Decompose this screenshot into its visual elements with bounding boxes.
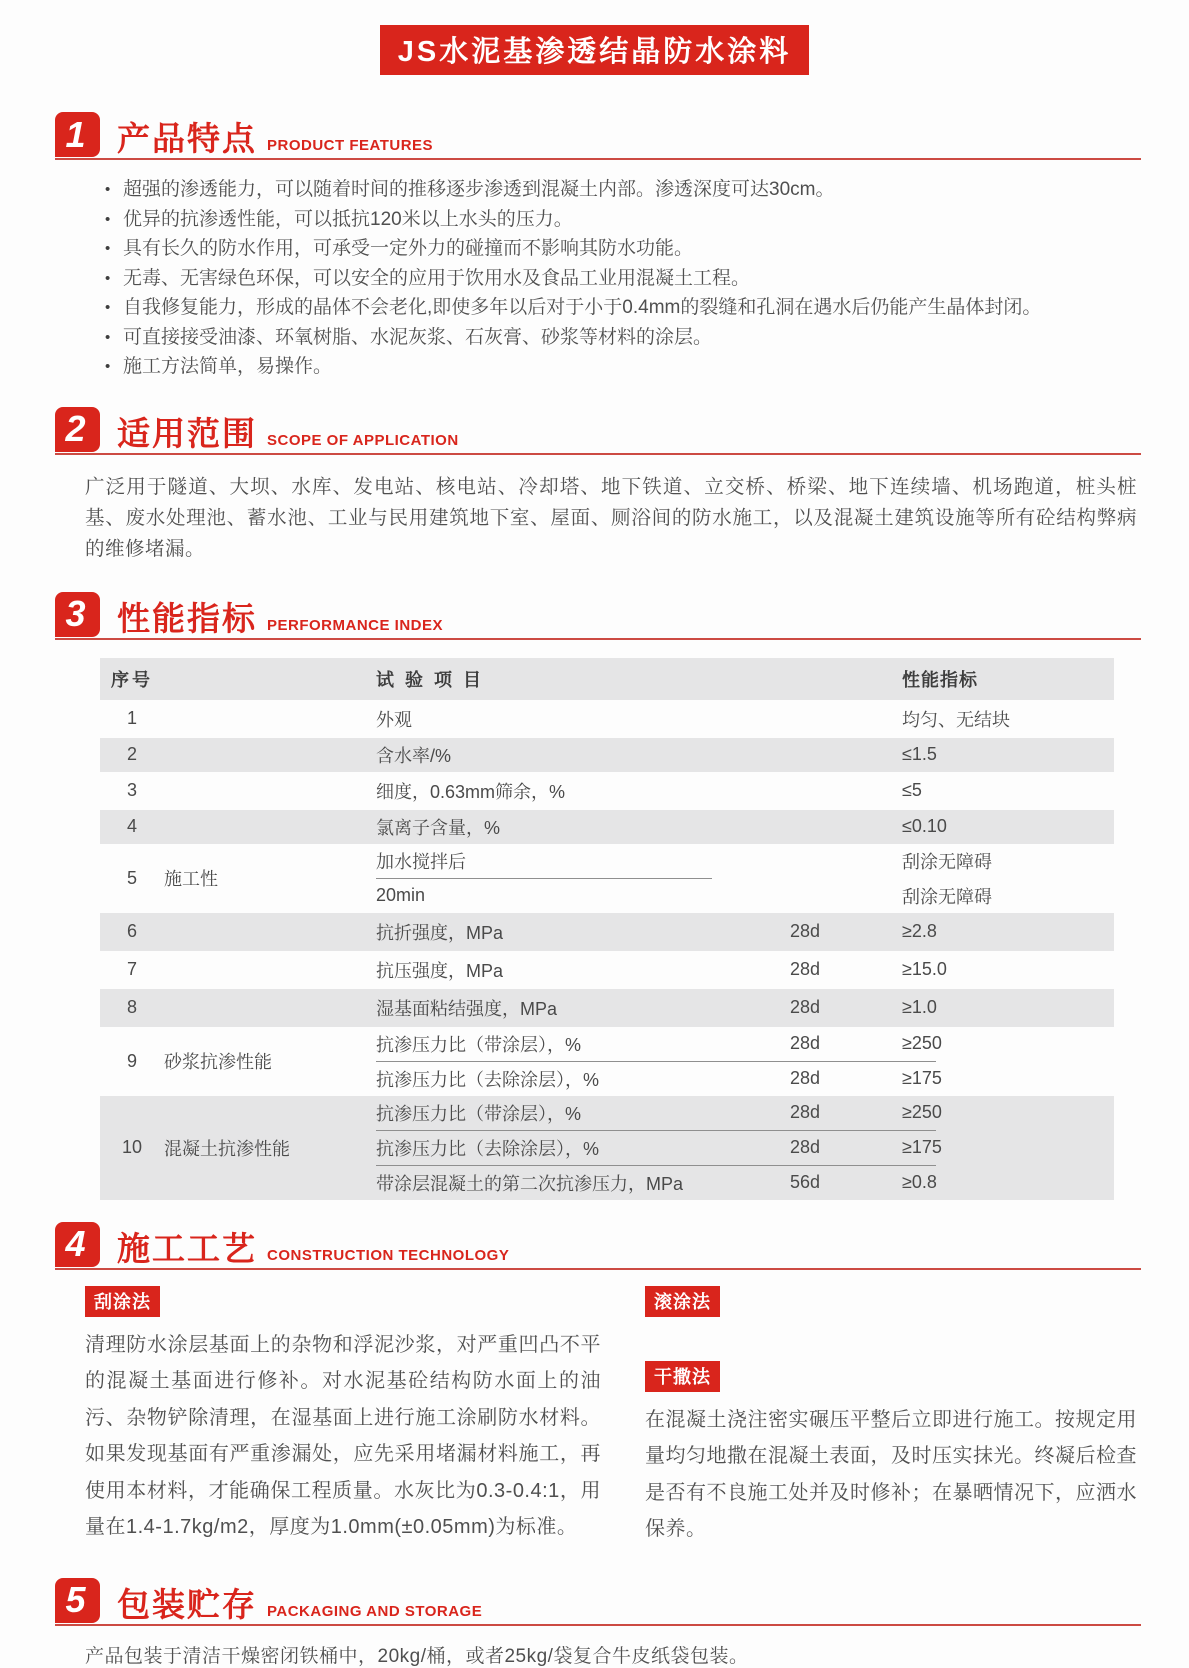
col-header-no: 序号 (111, 669, 153, 690)
section-header-scope (55, 407, 1141, 455)
table-subrow: 加水搅拌后 刮涂无障碍 (376, 851, 992, 872)
section-header-packaging (55, 1578, 1141, 1626)
section-title: 性能指标 (117, 599, 257, 637)
method-text: 清理防水涂层基面上的杂物和浮泥沙浆，对严重凹凸不平的混凝土基面进行修补。对水泥基砼结构防水面上的油污、杂物铲除清理，在湿基面上进行施工涂刷防水材料。如果发现基面有严重渗漏处，应先采用堵漏材料施工，再使用本材料，才能确保工程质量。水灰比为0.3-0.4:1，用量在1.4-1.7kg/m2，厚度为1.0mm(±0.05mm)为标准。 (85, 1333, 601, 1538)
method-scrape-coating (85, 1286, 601, 1548)
method-right-column (645, 1286, 1137, 1548)
table-row: 6 抗折强度，MPa 28d ≥2.8 (100, 913, 1114, 951)
feature-item: • 施工方法简单，易操作。 (105, 352, 1141, 382)
feature-item: • 具有长久的防水作用，可承受一定外力的碰撞而不影响其防水功能。 (105, 234, 1141, 264)
table-row-group: 9 砂浆抗渗性能 抗渗压力比（带涂层），% 28d ≥250 抗渗压力比（去除涂层），% 28d ≥175 (100, 1027, 1114, 1096)
scope-paragraph: 广泛用于隧道、大坝、水库、发电站、核电站、冷却塔、地下铁道、立交桥、桥梁、地下连续墙、机场跑道，桩头桩基、废水处理池、蓄水池、工业与民用建筑地下室、屋面、厕浴间的防水施工，以及混凝土建筑设施等所有砼结构弊病的维修堵漏。 (85, 475, 1137, 560)
section-title: 施工工艺 (117, 1229, 257, 1267)
section-number-badge: 2 (55, 407, 100, 452)
feature-item: • 优异的抗渗透性能，可以抵抗120米以上水头的压力。 (105, 205, 1141, 235)
section-subtitle: PERFORMANCE INDEX (267, 616, 444, 634)
table-row: 1 外观 均匀、无结块 (126, 708, 1010, 730)
construction-methods (85, 1286, 1137, 1548)
table-subrow: 带涂层混凝土的第二次抗渗压力，MPa 56d ≥0.8 (376, 1172, 937, 1194)
page-title: JS水泥基渗透结晶防水涂料 (380, 25, 809, 75)
table-subrow: 20min 刮涂无障碍 (376, 885, 992, 907)
table-subrow: 抗渗压力比（去除涂层），% 28d ≥175 (376, 1068, 942, 1090)
col-header-item: 试 验 项 目 (376, 669, 485, 690)
table-subrow: 抗渗压力比（去除涂层），% 28d ≥175 (376, 1137, 942, 1159)
section-title: 产品特点 (117, 120, 257, 157)
method-text: 在混凝土浇注密实碾压平整后立即进行施工。按规定用量均匀地撒在混凝土表面，及时压实抹光。终凝后检查是否有不良施工处并及时修补；在暴晒情况下，应洒水保养。 (645, 1408, 1137, 1540)
section-subtitle: PRODUCT FEATURES (267, 137, 434, 154)
table-subrow: 抗渗压力比（带涂层），% 28d ≥250 (376, 1033, 942, 1055)
table-row: 3 细度，0.63mm筛余，% ≤5 (126, 780, 922, 802)
section-subtitle: SCOPE OF APPLICATION (267, 431, 459, 449)
feature-item: • 超强的渗透能力，可以随着时间的推移逐步渗透到混凝土内部。渗透深度可达30cm。 (105, 175, 1141, 205)
section-subtitle: CONSTRUCTION TECHNOLOGY (267, 1246, 510, 1264)
method-badge: 干撒法 (645, 1361, 720, 1392)
section-title: 包装贮存 (117, 1585, 257, 1623)
col-header-index: 性能指标 (902, 669, 978, 690)
packaging-paragraph: 产品包装于清洁干燥密闭铁桶中，20kg/桶，或者25kg/袋复合牛皮纸袋包装。 (85, 1645, 749, 1667)
feature-item: • 可直接接受油漆、环氧树脂、水泥灰浆、石灰膏、砂浆等材料的涂层。 (105, 323, 1141, 353)
table-row: 8 湿基面粘结强度，MPa 28d ≥1.0 (100, 989, 1114, 1027)
table-row: 2 含水率/% ≤1.5 (100, 738, 1114, 772)
section-number-badge: 5 (55, 1578, 100, 1623)
section-header-construction (55, 1222, 1141, 1270)
performance-table (100, 658, 1114, 1200)
table-row-group: 5 施工性 加水搅拌后 刮涂无障碍 20min 刮涂无障碍 (100, 844, 1114, 913)
section-number-badge: 1 (55, 112, 100, 157)
section-number-badge: 3 (55, 592, 100, 637)
feature-item: • 自我修复能力，形成的晶体不会老化,即使多年以后对于小于0.4mm的裂缝和孔洞在遇水后仍能产生晶体封闭。 (105, 293, 1141, 323)
section-subtitle: PACKAGING AND STORAGE (267, 1602, 483, 1620)
table-row: 4 氯离子含量，% ≤0.10 (100, 810, 1114, 844)
table-row: 7 抗压强度，MPa 28d ≥15.0 (126, 959, 947, 981)
section-header-performance (55, 592, 1141, 640)
method-badge: 刮涂法 (85, 1286, 160, 1317)
feature-list (105, 175, 1141, 382)
feature-item: • 无毒、无害绿色环保，可以安全的应用于饮用水及食品工业用混凝土工程。 (105, 264, 1141, 294)
table-subrow: 抗渗压力比（带涂层），% 28d ≥250 (376, 1102, 942, 1124)
method-badge: 滚涂法 (645, 1286, 720, 1317)
table-row-group: 10 混凝土抗渗性能 抗渗压力比（带涂层），% 28d ≥250 抗渗压力比（去除涂层），% 28d ≥175 带涂层混凝土的第二次抗渗压力，MPa 56d ≥0.8 (100, 1096, 1114, 1200)
section-header-product-features (55, 112, 1141, 160)
page-header (0, 0, 1189, 75)
section-title: 适用范围 (117, 414, 257, 452)
table-header-row (100, 658, 1114, 700)
section-number-badge: 4 (55, 1222, 100, 1267)
